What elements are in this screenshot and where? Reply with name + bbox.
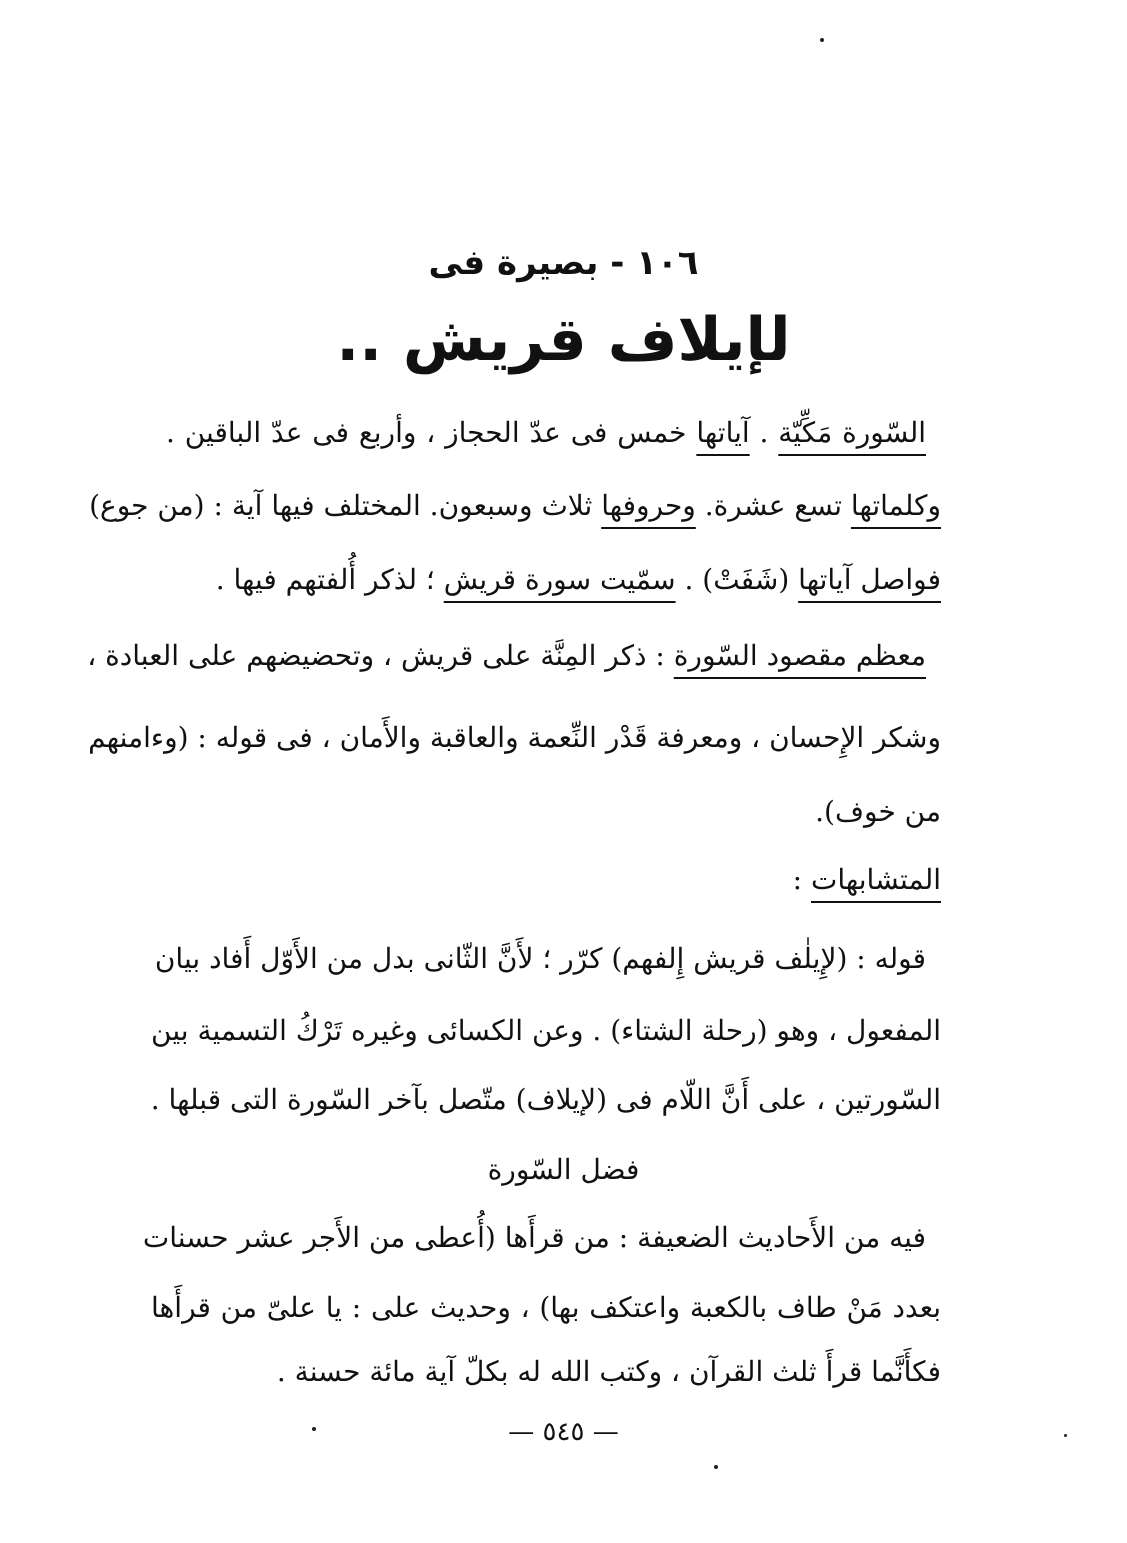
text-run: (شَفَتْ) . [675, 563, 799, 596]
underlined-term: معظم مقصود السّورة [673, 639, 926, 672]
text-line [166, 413, 941, 453]
underlined-term: السّورة مَكِّيّة [778, 416, 927, 449]
scan-speck [1064, 1434, 1067, 1437]
text-run: خمس فى عدّ الحجاز ، وأربع فى عدّ الباقين . [166, 416, 697, 449]
text-line: من خوف). [815, 795, 941, 828]
page-number: — ٥٤٥ — [508, 1417, 619, 1447]
text-run: . [749, 416, 779, 449]
text-run: ؛ لذكر أُلفتهم فيها . [215, 563, 444, 596]
scan-speck [820, 38, 824, 42]
text-line [87, 636, 941, 676]
underlined-term: سمّيت سورة قريش [443, 563, 676, 596]
text-line: بعدد مَنْ طاف بالكعبة واعتكف بها) ، وحديث على : يا علىّ من قرأَها [151, 1291, 941, 1324]
text-line: السّورتين ، على أَنَّ اللّام فى (لإيلاف) متّصل بآخر السّورة التى قبلها . [150, 1083, 941, 1116]
text-run: تسع عشرة. [695, 489, 851, 522]
section-heading: فضل السّورة [487, 1153, 640, 1186]
underlined-term: وكلماتها [850, 489, 941, 522]
text-line [89, 486, 941, 526]
surah-title: لإيلاف قريش .. [336, 305, 791, 375]
section-heading: المتشابهات [810, 863, 941, 896]
text-line [151, 560, 941, 600]
underlined-term: آياتها [696, 416, 750, 449]
text-run: : [792, 863, 811, 896]
text-line: وشكر الإِحسان ، ومعرفة قَدْر النِّعمة والعاقبة والأَمان ، فى قوله : (وءامنهم [88, 721, 941, 754]
text-line: قوله : (لإِيلٰف قريش إِلفهم) كرّر ؛ لأَنَّ الثّانى بدل من الأَوّل أَفاد بيان [154, 942, 926, 975]
text-line: فكأَنَّما قرأَ ثلث القرآن ، وكتب الله له بكلّ آية مائة حسنة . [276, 1355, 941, 1388]
text-line: فيه من الأَحاديث الضعيفة : من قرأَها (أُعطى من الأَجر عشر حسنات [142, 1221, 926, 1254]
text-run: ثلاث وسبعون. المختلف فيها آية : (من جوع) [89, 489, 602, 522]
underlined-term: فواصل آياتها [798, 563, 941, 596]
text-line: المفعول ، وهو (رحلة الشتاء) . وعن الكسائى وغيره تَرْكُ التسمية بين [151, 1014, 941, 1047]
underlined-term: وحروفها [601, 489, 696, 522]
section-number-heading: ١٠٦ - بصيرة فى [428, 243, 699, 283]
text-run: : ذكر المِنَّة على قريش ، وتحضيضهم على العبادة ، [87, 639, 674, 672]
scan-speck [714, 1465, 718, 1469]
scan-speck [312, 1427, 316, 1431]
section-heading-line [151, 860, 941, 900]
